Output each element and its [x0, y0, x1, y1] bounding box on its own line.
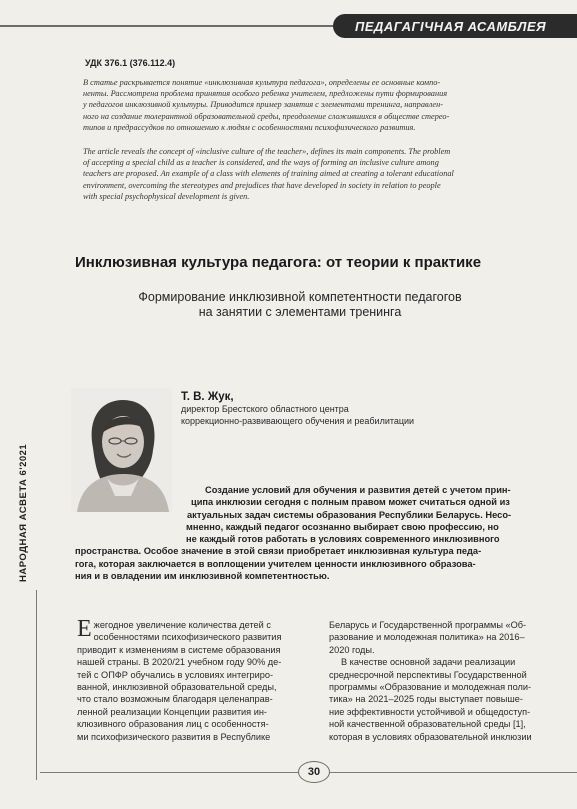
lead-paragraph	[75, 484, 565, 582]
abstract-en-line: with special psychophysical development is given.	[83, 191, 250, 201]
author-position	[181, 404, 414, 427]
abstract-english	[83, 146, 561, 202]
body-line: среднесрочной перспективы Государственной	[329, 669, 527, 680]
body-line: жегодное увеличение количества детей с	[93, 620, 271, 630]
lead-line: ния и в овладении им инклюзивной компетентностью.	[75, 571, 330, 582]
body-line: что стало возможным благодаря целенаправ-	[77, 694, 273, 705]
lead-line: Создание условий для обучения и развития детей с учетом прин-	[205, 485, 511, 495]
body-line: приводит к изменениям в системе образования	[77, 644, 281, 655]
article-subtitle	[90, 290, 510, 320]
journal-name: НАРОДНАЯ АСВЕТА 6'2021	[18, 443, 29, 582]
body-line: ной качественной образовательной среды [1],	[329, 719, 526, 730]
author-position-line: коррекционно-развивающего обучения и реабилитации	[181, 415, 415, 426]
subtitle-line: на занятии с элементами тренинга	[198, 305, 402, 319]
body-line: ленной реализации Концепции развития ин-	[77, 706, 267, 717]
body-column-left	[77, 616, 317, 743]
body-line: ние эффективности устойчивой и общедоступ-	[329, 706, 531, 717]
abstract-ru-line: ненты. Рассмотрена проблема принятия особого ребенка учителем, предложены пути формирования	[83, 89, 448, 99]
body-line: ми психофизического развития в Республике	[77, 731, 271, 742]
body-line: особенностями психофизического развития	[93, 632, 282, 643]
abstract-en-line: teachers are proposed. An example of a class with elements of training aimed at creating a tolerant educational	[83, 169, 454, 179]
header-rule	[0, 25, 335, 27]
lead-line: не каждый готов работать в условиях современного инклюзивного	[186, 534, 500, 545]
abstract-ru-line: ного на создание толерантной образовательной среды, преодоление сложившихся в обществе стерео-	[83, 111, 450, 121]
body-line: тика» на 2021–2025 годы выступает повыше-	[329, 694, 523, 705]
section-title: ПЕДАГАГІЧНАЯ АСАМБЛЕЯ	[355, 18, 547, 34]
article-title: Инклюзивная культура педагога: от теории к практике	[75, 254, 482, 271]
lead-line: актуальных задач системы образования Республики Беларусь. Несо-	[187, 509, 512, 520]
abstract-ru-line: у педагогов инклюзивной культуры. Приводится пример занятия с элементами тренинга, направлен-	[83, 100, 443, 110]
author-position-line: директор Брестского областного центра	[181, 404, 349, 414]
body-line: Беларусь и Государственной программы «Об-	[329, 620, 527, 630]
body-line: тей с ОПФР обучались в условиях интегриро-	[77, 669, 274, 680]
abstract-russian	[83, 77, 561, 133]
abstract-ru-line: типов и предрассудков по отношению к людям с особенностями психофизического развития.	[83, 122, 416, 132]
body-line: разование и молодежная политика» на 2016–	[329, 632, 525, 643]
body-column-right	[329, 619, 569, 743]
body-line: ванной, инклюзивной образовательной среды,	[77, 682, 277, 693]
abstract-en-line: The article reveals the concept of «inclusive culture of the teacher», defines its main components. The problem	[83, 147, 451, 156]
side-rule	[36, 590, 37, 780]
abstract-ru-line: В статье раскрывается понятие «инклюзивная культура педагога», определены ее основные компо-	[83, 78, 441, 87]
body-line: 2020 годы.	[329, 644, 375, 655]
drop-cap: Е	[77, 616, 92, 642]
body-line: нашей страны. В 2020/21 учебном году 90% де-	[77, 657, 282, 668]
body-line: программы «Образование и молодежная поли-	[329, 682, 532, 693]
abstract-en-line: environment, overcoming the stereotypes and prejudices that have developed in society in relation to people	[83, 180, 441, 190]
page-number: 30	[298, 761, 330, 783]
section-header	[333, 14, 577, 38]
body-line: клюзивного образования лиц с особенностя-	[77, 719, 269, 730]
subtitle-line: Формирование инклюзивной компетентности педагогов	[138, 290, 462, 304]
abstract-en-line: of accepting a special child as a teacher is considered, and the ways of forming an inclusive culture among	[83, 158, 439, 168]
lead-line: гога, которая заключается в воплощении учителем ценности инклюзивного образова-	[75, 558, 476, 569]
body-line: которая в условиях образовательной инклюзии	[329, 731, 532, 742]
udk-code: УДК 376.1 (376.112.4)	[85, 58, 176, 68]
lead-line: мненно, каждый педагог осознанно выбирает свою профессию, но	[186, 521, 499, 532]
lead-line: пространства. Особое значение в этой связи приобретает инклюзивная культура педа-	[75, 546, 482, 557]
lead-line: ципа инклюзии сегодня с полным правом может считаться одной из	[191, 497, 510, 508]
body-line: В качестве основной задачи реализации	[341, 657, 516, 668]
author-name: Т. В. Жук,	[181, 391, 234, 403]
